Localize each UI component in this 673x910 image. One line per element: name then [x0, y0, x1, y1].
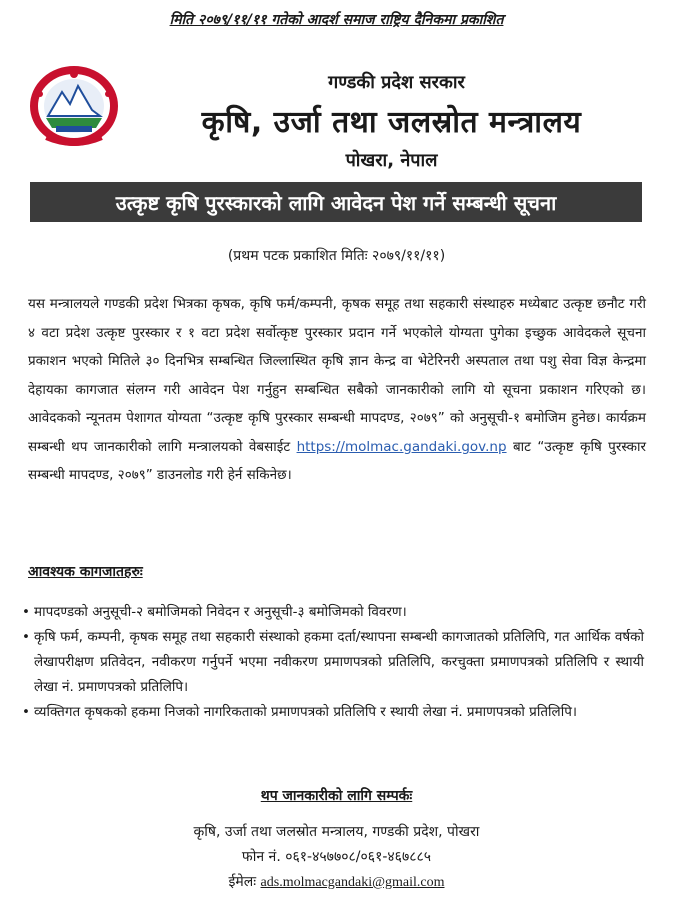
- bullet-icon: •: [22, 604, 30, 620]
- email-label: ईमेलः: [228, 874, 257, 890]
- publication-note: [0, 10, 673, 29]
- contact-email-row: [0, 872, 673, 891]
- list-item: [22, 700, 644, 725]
- bullet-icon: •: [22, 629, 30, 645]
- notice-paragraph-end: बाट “उत्कृष्ट कृषि पुरस्कार सम्बन्धी मापदण्ड, २०७९” डाउनलोड गरी हेर्न सकिनेछ।: [28, 438, 646, 483]
- ministry-name: कृषि, उर्जा तथा जलस्रोत मन्त्रालय: [201, 105, 582, 140]
- contact-address: कृषि, उर्जा तथा जलस्रोत मन्त्रालय, गण्डकी प्रदेश, पोखरा: [193, 824, 480, 840]
- notice-title-banner: [30, 182, 642, 222]
- ministry-location: पोखरा, नेपाल: [345, 150, 438, 171]
- contact-heading: थप जानकारीको लागि सम्पर्कः: [260, 788, 413, 804]
- required-docs-heading: आवश्यक कागजातहरुः: [28, 564, 143, 580]
- ministry-website-link[interactable]: https://molmac.gandaki.gov.np: [296, 438, 507, 455]
- contact-phone: फोन नं. ०६१-४५७७०८/०६१-४६७८८५: [241, 849, 432, 865]
- notice-paragraph: यस मन्त्रालयले गण्डकी प्रदेश भित्रका कृषक, कृषि फर्म/कम्पनी, कृषक समूह तथा सहकारी संस्थाहरु मध्येबाट उत्कृष्ट छनौट गरी ४ वटा प्रदेश उत्कृष्ट पुरस्कार र १ वटा प्रदेश सर्वोत्कृष्ट पुरस्कार प्रदान गर्ने भएकोले योग्यता पुगेका इच्छुक आवेदकले सूचना प्रकाशन भएको मितिले ३० दिनभित्र सम्बन्धित जिल्लास्थित कृषि ज्ञान केन्द्र वा भेटेरिनरी अस्पताल तथा पशु सेवा विज्ञ केन्द्रमा देहायका कागजात संलग्न गरी आवेदन पेश गर्नुहुन सम्बन्धित सबैको जानकारीको लागि यो सूचना प्रकाशन गरिएको छ। आवेदकको न्यूनतम पेशागत योग्यता “उत्कृष्ट कृषि पुरस्कार सम्बन्धी मापदण्ड, २०७९” को अनुसूची-१ बमोजिम हुनेछ। कार्यक्रम सम्बन्धी थप जानकारीको लागि मन्त्रालयको वेबसाईट: [28, 296, 646, 455]
- list-item-text: व्यक्तिगत कृषकको हकमा निजको नागरिकताको प्रमाणपत्रको प्रतिलिपि र स्थायी लेखा नं. प्रमाणपत्रको प्रतिलिपि।: [34, 704, 577, 720]
- first-published-date: (प्रथम पटक प्रकाशित मितिः २०७९/११/११): [227, 248, 446, 264]
- government-name: गण्डकी प्रदेश सरकार: [328, 72, 465, 93]
- required-docs-list: [22, 600, 644, 725]
- email-link[interactable]: ads.molmacgandaki@gmail.com: [260, 875, 445, 890]
- list-item: [22, 625, 644, 700]
- contact-details: [0, 820, 673, 870]
- list-item-text: मापदण्डको अनुसूची-२ बमोजिमको निवेदन र अनुसूची-३ बमोजिमको विवरण।: [34, 604, 407, 620]
- publication-note-text: मिति २०७९/११/११ गतेको आदर्श समाज राष्ट्रिय दैनिकमा प्रकाशित: [169, 12, 504, 28]
- notice-title: उत्कृष्ट कृषि पुरस्कारको लागि आवेदन पेश गर्ने सम्बन्धी सूचना: [115, 190, 557, 215]
- list-item: [22, 600, 644, 625]
- list-item-text: कृषि फर्म, कम्पनी, कृषक समूह तथा सहकारी संस्थाको हकमा दर्ता/स्थापना सम्बन्धी कागजातको प्रतिलिपि, गत आर्थिक वर्षको लेखापरीक्षण प्रतिवेदन, नवीकरण गर्नुपर्ने भएमा नवीकरण प्रमाणपत्रको प्रतिलिपि, करचुक्ता प्रमाणपत्रको प्रतिलिपि र स्थायी लेखा नं. प्रमाणपत्रको प्रतिलिपि।: [34, 629, 644, 695]
- bullet-icon: •: [22, 704, 30, 720]
- notice-body: [28, 290, 646, 490]
